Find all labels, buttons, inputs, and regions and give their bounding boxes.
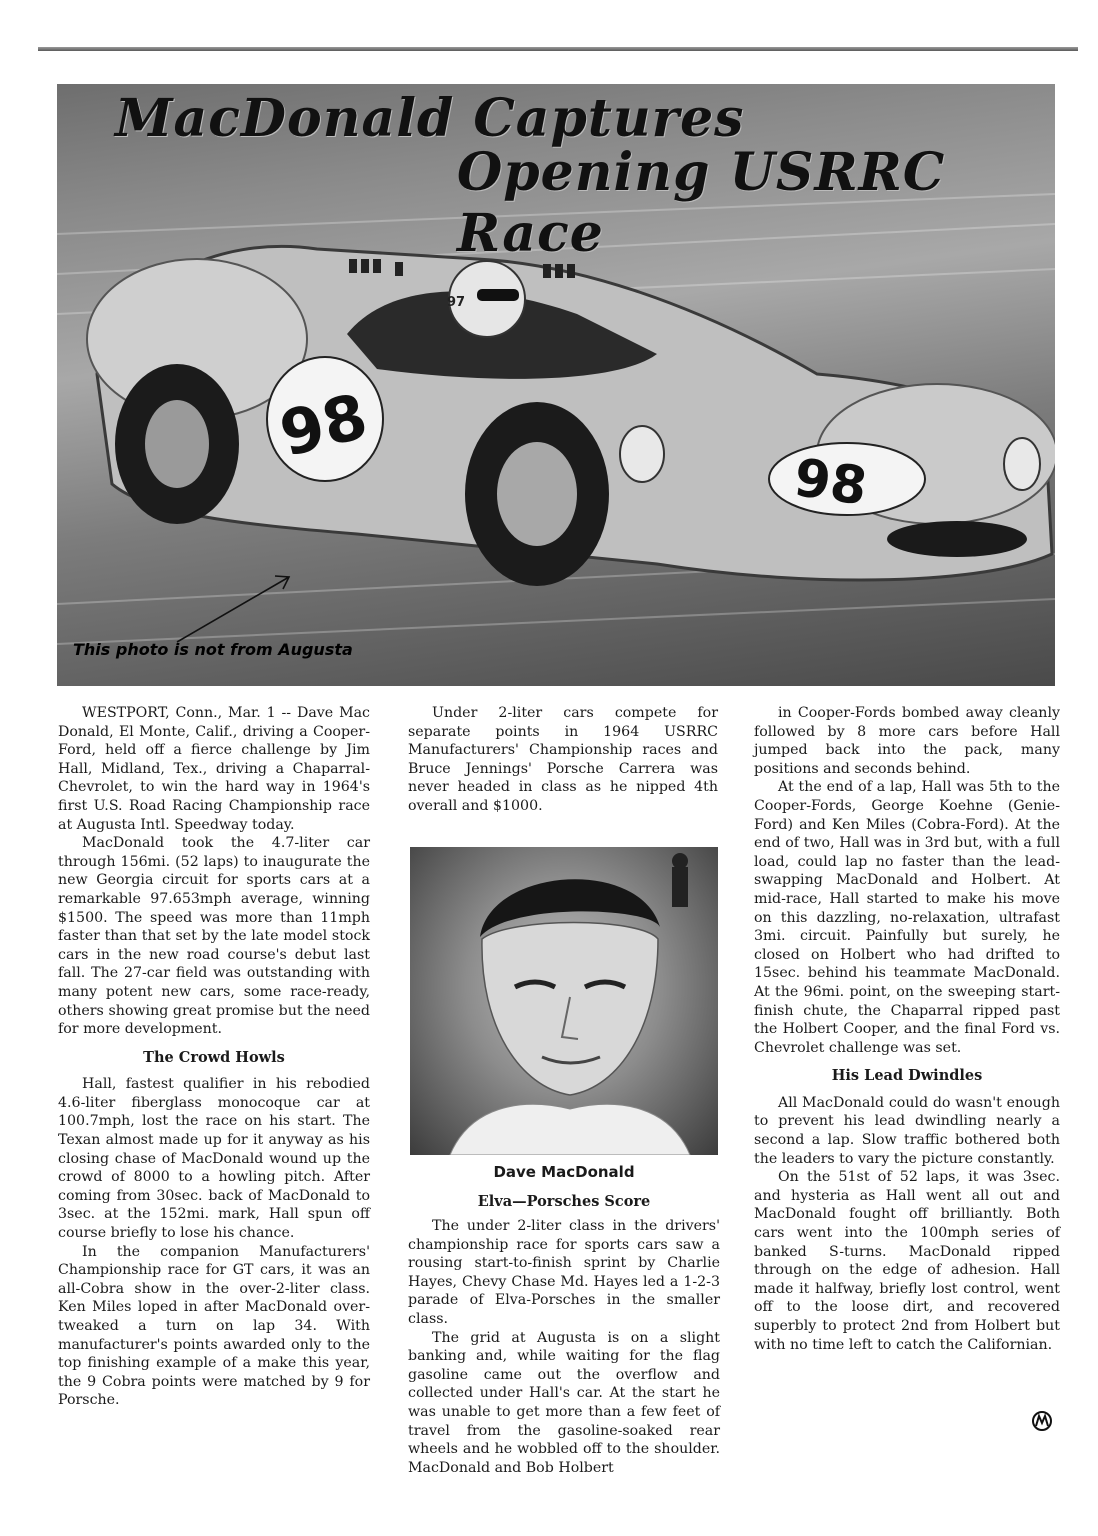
article-column-3	[754, 704, 1060, 1354]
article-column-2-top	[408, 704, 718, 816]
paragraph: All MacDonald could do wasn't enough to prevent his lead dwindling nearly a second a lap. Slow traffic bothered both the leaders to vary the picture constantly.	[754, 1094, 1060, 1167]
headline-line-1: MacDonald Captures	[115, 88, 745, 149]
end-of-article-mark-icon	[1032, 1410, 1052, 1432]
top-rule	[38, 47, 1078, 51]
paragraph: The under 2-liter class in the drivers' championship race for sports cars saw a rousing start-to-finish sprint by Charlie Hayes, Chevy Chase Md. Hayes led a 1-2-3 parade of Elva-Porsches in the smaller class.	[408, 1218, 720, 1327]
hood-car-number: 98	[790, 447, 871, 518]
paragraph: Under 2-liter cars compete for separate points in 1964 USRRC Manufacturers' Championship races and Bruce Jennings' Porsche Carrera was never headed in class as he nipped 4th overall and $1000.	[408, 705, 718, 814]
subhead-crowd-howls: The Crowd Howls	[143, 1048, 285, 1066]
paragraph: On the 51st of 52 laps, it was 3sec. and hysteria as Hall went all out and MacDonald fought off brilliantly. Both cars went into the 100mph series of banked S-turns. MacDonald ripped through on the edge of adhesion. Hall made it halfway, briefly lost control, went off to the loose dirt, and recovered superbly to protect 2nd from Holbert but with no time left to catch the Californian.	[754, 1169, 1060, 1353]
side-car-number: 98	[272, 379, 375, 471]
paragraph: At the end of a lap, Hall was 5th to the Cooper-Fords, George Koehne (Genie-Ford) and Ken Miles (Cobra-Ford). At the end of two, Hall was in 3rd but, with a full load, could lap no faster than the lead-swapping MacDonald and Holbert. At mid-race, Hall started to make his move on this dazzling, no-relaxation, ultrafast 3mi. circuit. Painfully but surely, he closed on Holbert who had drifted to 15sec. behind his teammate MacDonald. At the 96mi. point, on the sweeping start-finish chute, the Chaparral ripped past the Holbert Cooper, and the final Ford vs. Chevrolet challenge was set.	[754, 779, 1060, 1056]
subhead-elva-porsches: Elva—Porsches Score	[477, 1193, 651, 1210]
article-column-1	[58, 704, 370, 1410]
subhead-lead-dwindles: His Lead Dwindles	[831, 1067, 983, 1085]
paragraph: in Cooper-Fords bombed away cleanly followed by 8 more cars before Hall jumped back into the pack, many positions and seconds behind.	[754, 705, 1060, 777]
paragraph: In the companion Manufacturers' Championship race for GT cars, it was an all-Cobra show in the over-2-liter class. Ken Miles loped in after MacDonald over-tweaked a turn on lap 34. With manufacturer's points awarded only to the top finishing example of a make this year, the 9 Cobra points were matched by 9 for Porsche.	[58, 1243, 370, 1409]
driver-portrait-photo	[410, 847, 718, 1155]
photo-caption: This photo is not from Augusta	[73, 640, 353, 659]
headline-line-2: Opening USRRC Race	[457, 142, 946, 264]
paragraph: The grid at Augusta is on a slight banking and, while waiting for the flag gasoline came out the overflow and collected under Hall's car. At the start he was unable to get more than a few feet of travel from the gasoline-soaked rear wheels and he wobbled off to the shoulder. MacDonald and Bob Holbert	[408, 1329, 720, 1476]
article-column-2-bottom	[408, 1217, 720, 1477]
paragraph: Hall, fastest qualifier in his rebodied 4.6-liter fiberglass monocoque car at 100.7mph, lost the race on his start. The Texan almost made up for it anyway as his closing chase of MacDonald wound up the crowd of 8000 to a howling pitch. After coming from 30sec. back of MacDonald to 3sec. at the 152mi. mark, Hall spun off course briefly to lose his chance.	[58, 1076, 370, 1242]
paragraph: WESTPORT, Conn., Mar. 1 -- Dave Mac Donald, El Monte, Calif., driving a Cooper-Ford, held off a fierce challenge by Jim Hall, Midland, Tex., driving a Chaparral-Chevrolet, to win the hard way in 1964's first U.S. Road Racing Championship race at Augusta Intl. Speedway today.	[58, 705, 370, 833]
paragraph: MacDonald took the 4.7-liter car through 156mi. (52 laps) to inaugurate the new Georgia circuit for sports cars at a remarkable 97.653mph average, winning $1500. The speed was more than 11mph faster than that set by the late model stock cars in the new road course's debut last fall. The 27-car field was outstanding with many potent new cars, some race-ready, others showing great promise but the need for more development.	[58, 835, 370, 1038]
portrait-caption: Dave MacDonald	[493, 1163, 635, 1181]
helmet-number: 97	[447, 295, 466, 310]
hero-photo	[57, 84, 1055, 686]
